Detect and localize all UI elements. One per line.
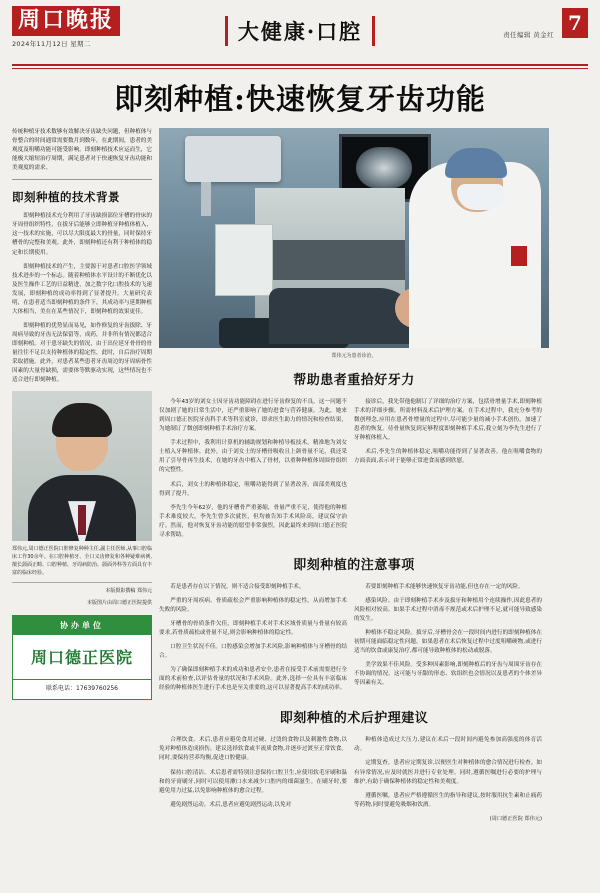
- paragraph: 术后,李先生的种植体稳定,咀嚼功能得到了显著改善。他在咀嚼食物的方面表面,表示对于能够正常进食而感到欣慰。: [354, 449, 542, 465]
- editor-credits: 责任编辑 黄金红: [503, 31, 554, 39]
- paragraph: 若是患者存在以下情况，则不适合接受即刻种植手术。: [170, 583, 305, 590]
- paragraph: 遵循医嘱。患者应严格遵循医生的指导和建议,按时服用抗生素和止痛药等药物,同时要避免吸烟和饮酒。: [354, 792, 542, 808]
- section-heading-aftercare: 即刻种植的术后护理建议: [279, 711, 429, 727]
- paragraph: 手术过程中，我利用计算机的辅助规划和种植导板技术，精准地为刘女士植入牙种植体。此外，由于刘女士的牙槽骨吸收且上颌骨量不足，我还采用了引导骨再生技术，在她的牙齿中植入了骨材，以重种种植体周围骨组织的完整性。: [159, 440, 347, 474]
- paragraph: 种植体不稳定风险。拔牙后,牙槽骨会在一段时间内进行的即刻种植体在初期可能面临稳定性问题。如果患者在术后恢复过程中过度咀嚼硬物,或进行适当的饮食或康复治疗,都可能导致种植体的松动或脱落。: [354, 630, 542, 655]
- article-body: [12, 128, 588, 823]
- paragraph: 牙槽骨的骨质条件欠佳。即刻种植手术对手术区域骨质量与骨量有较高要求,若骨质疏松或骨量不足,则会影响种植体的稳定性。: [159, 620, 347, 637]
- aftercare-column-right: [354, 736, 542, 823]
- image-source-note: 本版图片由周口德正医院提供: [86, 600, 152, 607]
- case-columns: [159, 398, 549, 545]
- paragraph: 李先生今年62岁，他的牙槽骨严重萎缩，骨量严重不足，使得他的种植手术难度较大。李先生曾多次就医，但均被告知手术风险高，建议保守治疗。然而，他对恢复牙齿功能的愿望非常强烈，因此最终来到周口德正医院寻求帮助。: [159, 504, 347, 538]
- page-number: 7: [562, 8, 588, 38]
- section-heading-case: 帮助患者重拾好牙力: [293, 373, 415, 389]
- paragraph: 接诊后，我先带他他制订了详细的治疗方案，包括骨增量手术,即刻种植手术的详细步骤。所需材料及术后护理方案。在手术过程中，我充分参考的微创理念,应用在患者骨增量的过程中,尽可能少量的减小手术创伤，加速了患者的恢复。待骨量恢复到足够程度即刻种植手术后,我立刻为李先生进行了牙种植体植入。: [354, 399, 542, 442]
- paragraph: 定期复查。患者应定期复诊,以便医生对种植体的愈合情况进行检查。如有异常情况,应及时就医并进行专业处理。同时,遵循医嘱进行必要的护理与维护,有助于确保种植体的稳定性和美观度。: [354, 760, 542, 785]
- paragraph: 美学效果不佳风险。受多种因素影响,即刻种植后的牙齿与周围牙齿存在不协调的情况。这可能与牙龈的形态、软组织也会情况以及患者的个体差异等因素有关。: [354, 662, 542, 687]
- notes-column-left: [159, 583, 347, 698]
- left-column: [12, 128, 152, 823]
- case-column-right: [354, 398, 542, 545]
- sponsor-name: 周口德正医院: [30, 648, 133, 668]
- paragraph: 口腔卫生状况不佳。口腔感染会增加手术风险,影响种植体与牙槽骨的结合。: [159, 644, 347, 660]
- paragraph: 保持口腔清洁。术后患者需特别注意保持口腔卫生,应使用软毛牙刷和温和的牙膏刷牙,同时可以使用漱口水来减少口腔内的细菌滋生。在刷牙时,要避免用力过猛,以免影响种植体的愈合过程。: [159, 769, 347, 794]
- byline: (周口德正医院 郑伟元): [489, 815, 542, 822]
- article-lead: 传统种植牙技术数够有效解决牙齿缺失问题，但种植体与骨整合的时间通常需要数月到数年，在此期间，患者的美观度及咀嚼功能可能受影响。即刻种植技术应运而生，它能极大缩短治疗周期，满足患者对于快速恢复牙齿功能和美观度的需求。: [12, 128, 152, 180]
- paragraph: 避免剧烈运动。术后,患者应避免剧烈运动,以免对: [170, 801, 292, 808]
- portrait-hair: [52, 403, 112, 437]
- notes-column-right: [354, 583, 542, 698]
- masthead-right: [448, 6, 588, 39]
- section-heading-background: 即刻种植的技术背景: [12, 189, 120, 204]
- issue-date: 2024年11月12日 星期二: [12, 40, 91, 49]
- aftercare-columns: [159, 736, 549, 823]
- doctor-badge: [511, 246, 527, 266]
- photo-caption: 郑伟元为患者诊治。: [331, 353, 377, 359]
- aftercare-column-left: [159, 736, 347, 823]
- paragraph: 即刻种植技术充分利用了牙齿缺损部位牙槽的骨床的牙周骨组织特性，在拔牙后能够立即种植牙种植体植入，这一技术的实施，可以尽大限度最大的骨量，同时保持牙槽骨的完整和美观。此外，即刻种植还有利于种植体的稳定和长期使用。: [12, 213, 152, 256]
- doctor-cap: [445, 148, 507, 178]
- masthead-divider: [12, 64, 588, 69]
- paragraph: 严重的牙周疾病。骨质疏松会严重影响种植体的稳定性，从而增加手术失败的风险。: [159, 597, 347, 613]
- doctor-portrait-photo: [12, 391, 152, 541]
- sponsor-box: [12, 615, 152, 700]
- masthead: [12, 0, 588, 64]
- paper-logo-block: [12, 6, 152, 48]
- paragraph: 为了确保即刻种植手术的成功和患者安全,患者在接受手术前需要进行全面的术前检查,以评估骨量的状况和手术风险。此外,选择一位具有丰富临床经验的种植体医生进行手术也是至关重要的,这可以显著提高手术的成功率。: [159, 667, 347, 692]
- paragraph: 即刻种植的优势显而易见，如作修复的牙齿拔除、牙周病导致的牙齿无法保留等，成药，并非所有情况都适合即刻种植。对于患牙缺失的情况，由于出位延牙骨骨的骨量往往不足以支持种植体的稳定性，此时，自后治疗周期采取措施。此外，对患者某些患者牙齿周边的牙周病骨性因素的大量骨缺损，需要体等默驱动实现，这些情况也不适合进行即刻种植。: [12, 322, 152, 384]
- notes-columns: [159, 583, 549, 698]
- paragraph: 感染风险。由于即刻种植手术步及拔牙和种植用个连续操作,因此患者的风险相对较高。如果手术过程中消毒不规范或术后护理不足,就可能导致感染的发生。: [354, 597, 542, 622]
- sponsor-header: 协办单位: [13, 616, 151, 635]
- right-area: [159, 128, 549, 823]
- photo-credit: 本版摄影撰稿 郑伟元: [105, 588, 152, 595]
- paragraph: 今年43岁的刘女士因牙齿功能障碍在进行牙齿修复的不良，这一问题不仅加剧了她的日常生活中，还严重影响了她的进食与营养健康。为此，她来到周口德正医院牙齿科手术等科室就诊，即求医生助力的情况和检查结果，为她制订了微创即刻种植手术治疗方案。: [159, 399, 347, 433]
- paragraph: 术后，刘女士的种植体稳定，咀嚼功能得到了显著改善，面部美观度也得到了提升。: [159, 481, 347, 497]
- paragraph: 合理饮食。术后,患者应避免食用过硬、过烫的食物以及刺激性食物,以免对种植体造成损伤。建议选择软食或半流质食物,并逐步过渡至正常饮食。同时,要保持营养均衡,促进口腔健康。: [159, 737, 347, 762]
- page-title: 即刻种植:快速恢复牙齿功能: [114, 82, 486, 116]
- paper-name: 周口晚报: [12, 6, 120, 36]
- sponsor-telephone: 联系电话：17639760256: [13, 679, 151, 694]
- paragraph: 种植体造成过大压力,建议在术后一段时间内避免参加高强度的体育活动。: [354, 737, 542, 753]
- portrait-tie: [78, 505, 86, 535]
- section-title-wrap: [152, 6, 448, 46]
- clinic-photo: [159, 128, 549, 348]
- case-column-left: [159, 398, 347, 545]
- doctor-mask: [457, 184, 505, 210]
- paragraph: 即刻种植技术的产生，主要源于对患者口腔医学领域技术进步的一个标志。随着种植体水平设计的不断优化以及医生操作工艺的日益精进，加之数字化口腔技术的飞速发展，即刻种植的成功率得到了显著提升。大量研究表明，在患者适当即刻种植的条件下，其成功率与延期种植大体相当，美在在某些情况下，即刻种植的效果更佳。: [12, 263, 152, 315]
- instrument-tray: [215, 224, 273, 296]
- dental-lamp: [185, 136, 281, 182]
- cabinet-panel: [255, 240, 405, 280]
- section-title: 大健康·口腔: [225, 16, 375, 46]
- section-heading-notes: 即刻种植的注意事项: [293, 557, 415, 573]
- paragraph: 若要即刻种植手术能够快速恢复牙齿功能,但也存在一定的风险。: [365, 583, 524, 590]
- doctor-bio: 郑伟元,周口德正医院口腔修复种种主任,副主任医师,从事口腔临床工作30余年。在口腔种植牙、全口义齿修复和各种疑难病例,擅长颌面正畸、口腔种植、牙周病防治、颌面外科等方面具有丰富的临床经验。: [12, 545, 152, 583]
